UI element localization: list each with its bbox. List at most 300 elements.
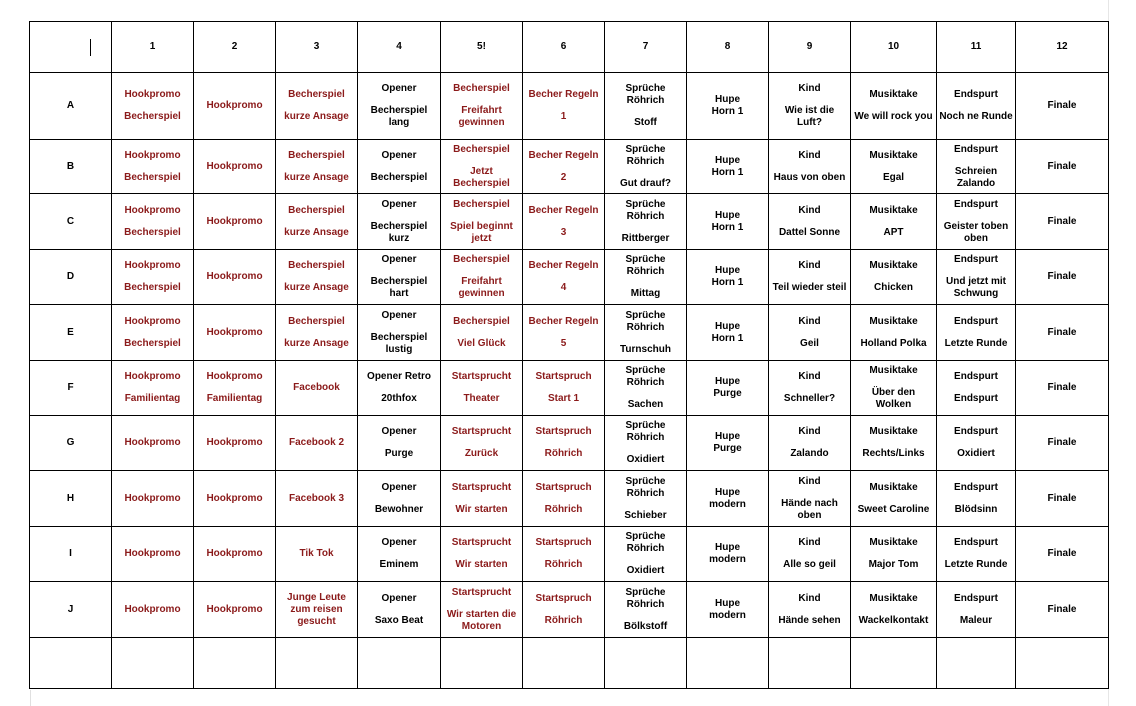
cell-spacer bbox=[525, 101, 602, 111]
table-cell[interactable] bbox=[605, 527, 687, 582]
table-cell[interactable] bbox=[112, 471, 194, 527]
table-cell[interactable] bbox=[1016, 527, 1109, 582]
cell-detail: Oxidiert bbox=[626, 565, 665, 576]
cell-title: Endspurt bbox=[954, 143, 998, 155]
table-cell[interactable] bbox=[937, 194, 1016, 250]
table-cell[interactable] bbox=[523, 361, 605, 416]
cell-detail: 20thfox bbox=[381, 393, 417, 404]
cell-spacer bbox=[360, 383, 438, 393]
table-cell[interactable] bbox=[112, 527, 194, 582]
cell-spacer bbox=[607, 444, 684, 454]
column-header-1[interactable]: 1 bbox=[112, 22, 194, 73]
cell-text: Hupe Horn 1 bbox=[711, 320, 744, 344]
table-cell[interactable] bbox=[937, 305, 1016, 361]
cell-title: Endspurt bbox=[954, 537, 998, 548]
table-cell[interactable] bbox=[937, 250, 1016, 305]
table-cell[interactable] bbox=[523, 194, 605, 250]
cell-title: Musiktake bbox=[869, 537, 918, 548]
cell-detail: Viel Glück bbox=[457, 337, 506, 349]
cell-detail: Becherspiel bbox=[124, 226, 181, 238]
table-cell[interactable] bbox=[441, 73, 523, 140]
table-cell[interactable] bbox=[194, 582, 276, 638]
cell-spacer bbox=[771, 162, 848, 172]
cell-title: Becher Regeln bbox=[528, 149, 599, 161]
cell-spacer bbox=[607, 168, 684, 178]
column-header-3[interactable]: 3 bbox=[276, 22, 358, 73]
table-cell[interactable] bbox=[769, 250, 851, 305]
cell-text: Hupe modern bbox=[709, 542, 746, 565]
cell-spacer bbox=[525, 549, 602, 559]
table-cell[interactable] bbox=[851, 194, 937, 250]
table-cell[interactable] bbox=[441, 194, 523, 250]
table-cell[interactable] bbox=[687, 305, 769, 361]
cell-title: Endspurt bbox=[954, 481, 998, 493]
column-header-7[interactable]: 7 bbox=[605, 22, 687, 73]
table-cell[interactable] bbox=[769, 305, 851, 361]
table-cell[interactable] bbox=[441, 471, 523, 527]
cell-title: Hookpromo bbox=[124, 371, 181, 382]
table-cell[interactable] bbox=[112, 361, 194, 416]
table-cell[interactable] bbox=[769, 527, 851, 582]
cell-text: Hupe modern bbox=[709, 486, 746, 510]
row-header-e[interactable]: E bbox=[30, 305, 112, 361]
cell-detail: Becherspiel bbox=[370, 171, 428, 183]
cell-detail: Rechts/Links bbox=[862, 448, 925, 459]
table-cell[interactable] bbox=[851, 305, 937, 361]
table-cell[interactable] bbox=[851, 527, 937, 582]
table-cell[interactable] bbox=[1016, 73, 1109, 140]
table-cell[interactable] bbox=[851, 582, 937, 638]
table-cell[interactable] bbox=[276, 527, 358, 582]
cell-detail: Gut drauf? bbox=[619, 177, 672, 189]
cell-spacer bbox=[360, 162, 438, 172]
cell-text: Finale bbox=[1047, 603, 1077, 615]
cell-detail: Becherspiel lang bbox=[370, 105, 428, 128]
table-cell[interactable] bbox=[358, 416, 441, 471]
table-cell[interactable] bbox=[1016, 194, 1109, 250]
table-cell[interactable] bbox=[523, 305, 605, 361]
cell-spacer bbox=[525, 162, 602, 172]
table-cell-empty[interactable] bbox=[358, 638, 441, 689]
cell-spacer bbox=[853, 377, 934, 387]
table-cell[interactable] bbox=[276, 140, 358, 194]
cell-spacer bbox=[360, 605, 438, 615]
table-cell[interactable] bbox=[937, 471, 1016, 527]
cell-title: Sprüche Röhrich bbox=[625, 83, 666, 106]
table-cell[interactable] bbox=[441, 250, 523, 305]
table-cell[interactable] bbox=[441, 416, 523, 471]
column-header-11[interactable]: 11 bbox=[937, 22, 1016, 73]
table-cell-empty[interactable] bbox=[769, 638, 851, 689]
table-cell[interactable] bbox=[358, 194, 441, 250]
cell-detail: Alle so geil bbox=[783, 559, 836, 570]
table-cell-empty[interactable] bbox=[441, 638, 523, 689]
cell-title: Startspruch bbox=[535, 371, 592, 382]
row-header-a[interactable]: A bbox=[30, 73, 112, 140]
table-cell-empty[interactable] bbox=[1016, 638, 1109, 689]
table-cell-empty[interactable] bbox=[276, 638, 358, 689]
table-cell[interactable] bbox=[937, 73, 1016, 140]
cell-text: Finale bbox=[1047, 437, 1077, 448]
schedule-table bbox=[29, 21, 1109, 689]
table-cell[interactable] bbox=[523, 582, 605, 638]
table-cell[interactable] bbox=[358, 73, 441, 140]
table-cell[interactable] bbox=[769, 582, 851, 638]
table-cell[interactable] bbox=[276, 361, 358, 416]
cell-title: Becherspiel bbox=[288, 204, 345, 216]
column-header-12[interactable]: 12 bbox=[1016, 22, 1109, 73]
column-header-9[interactable]: 9 bbox=[769, 22, 851, 73]
cell-detail: Becherspiel hart bbox=[370, 276, 428, 299]
cell-title: Becher Regeln bbox=[528, 89, 599, 100]
table-cell[interactable] bbox=[112, 250, 194, 305]
cell-spacer bbox=[525, 494, 602, 504]
cell-spacer bbox=[443, 383, 520, 393]
table-cell[interactable] bbox=[851, 140, 937, 194]
cell-title: Kind bbox=[798, 149, 821, 161]
cell-detail: Wackelkontakt bbox=[858, 614, 929, 626]
cell-spacer bbox=[196, 383, 273, 393]
table-cell[interactable] bbox=[523, 527, 605, 582]
table-cell[interactable] bbox=[1016, 582, 1109, 638]
cell-detail: Theater bbox=[463, 393, 500, 404]
row-header-f[interactable]: F bbox=[30, 361, 112, 416]
table-cell[interactable] bbox=[605, 73, 687, 140]
table-cell[interactable] bbox=[687, 471, 769, 527]
cell-spacer bbox=[360, 438, 438, 448]
cell-spacer bbox=[278, 162, 355, 172]
table-cell[interactable] bbox=[687, 416, 769, 471]
table-cell[interactable] bbox=[769, 361, 851, 416]
table-cell[interactable] bbox=[769, 194, 851, 250]
cell-text: Tik Tok bbox=[299, 548, 334, 559]
cell-detail: Röhrich bbox=[544, 614, 583, 626]
cell-text: Facebook 2 bbox=[288, 437, 345, 448]
cell-title: Kind bbox=[798, 592, 821, 604]
table-cell[interactable] bbox=[1016, 471, 1109, 527]
column-header-2[interactable]: 2 bbox=[194, 22, 276, 73]
cell-text: Hookpromo bbox=[206, 492, 263, 504]
cell-title: Opener bbox=[381, 426, 417, 437]
cell-text: Hookpromo bbox=[124, 548, 181, 559]
cell-spacer bbox=[607, 107, 684, 117]
cell-text: Hookpromo bbox=[206, 160, 263, 172]
table-cell[interactable] bbox=[605, 140, 687, 194]
cell-text: Hookpromo bbox=[206, 100, 263, 111]
cell-detail: 2 bbox=[560, 171, 567, 183]
cell-title: Musiktake bbox=[869, 426, 918, 437]
table-cell[interactable] bbox=[358, 527, 441, 582]
column-header-5[interactable]: 5! bbox=[441, 22, 523, 73]
cell-spacer bbox=[114, 101, 191, 111]
cell-text: Hookpromo bbox=[124, 603, 181, 615]
cell-text: Hookpromo bbox=[206, 271, 263, 282]
row-header-j[interactable]: J bbox=[30, 582, 112, 638]
cell-title: Endspurt bbox=[954, 89, 998, 100]
cell-spacer bbox=[939, 438, 1013, 448]
cell-spacer bbox=[853, 101, 934, 111]
cell-title: Becherspiel bbox=[288, 149, 345, 161]
cell-spacer bbox=[939, 549, 1013, 559]
table-cell[interactable] bbox=[194, 416, 276, 471]
table-cell[interactable] bbox=[441, 582, 523, 638]
cell-title: Opener bbox=[381, 149, 417, 161]
table-cell[interactable] bbox=[851, 416, 937, 471]
cell-detail: Egal bbox=[882, 171, 905, 183]
cell-detail: Zalando bbox=[790, 448, 829, 459]
cell-detail: Becherspiel bbox=[124, 111, 181, 122]
table-cell-empty[interactable] bbox=[30, 638, 112, 689]
cell-title: Becherspiel bbox=[288, 315, 345, 327]
table-cell-empty[interactable] bbox=[605, 638, 687, 689]
cell-spacer bbox=[771, 605, 848, 615]
text-cursor bbox=[90, 39, 91, 56]
cell-detail: Schieber bbox=[624, 509, 667, 521]
cell-detail: Endspurt bbox=[954, 393, 998, 404]
row-header-h[interactable]: H bbox=[30, 471, 112, 527]
cell-spacer bbox=[443, 328, 520, 338]
cell-text: Hookpromo bbox=[206, 215, 263, 227]
cell-detail: kurze Ansage bbox=[284, 282, 349, 293]
table-cell[interactable] bbox=[851, 361, 937, 416]
cell-title: Startsprucht bbox=[451, 586, 512, 598]
table-cell[interactable] bbox=[276, 471, 358, 527]
cell-detail: Röhrich bbox=[544, 503, 583, 515]
table-cell[interactable] bbox=[851, 73, 937, 140]
table-cell[interactable] bbox=[1016, 416, 1109, 471]
table-cell[interactable] bbox=[276, 250, 358, 305]
table-cell[interactable] bbox=[1016, 250, 1109, 305]
table-cell[interactable] bbox=[769, 416, 851, 471]
cell-detail: Freifahrt gewinnen bbox=[458, 105, 505, 128]
table-cell[interactable] bbox=[358, 582, 441, 638]
cell-spacer bbox=[525, 272, 602, 282]
cell-spacer bbox=[278, 328, 355, 338]
table-cell[interactable] bbox=[605, 582, 687, 638]
cell-title: Becherspiel bbox=[453, 198, 510, 210]
cell-detail: Blödsinn bbox=[954, 503, 998, 515]
table-cell[interactable] bbox=[112, 140, 194, 194]
cell-spacer bbox=[525, 328, 602, 338]
table-cell[interactable] bbox=[937, 140, 1016, 194]
cell-spacer bbox=[278, 272, 355, 282]
cell-title: Opener bbox=[381, 83, 417, 94]
table-cell[interactable] bbox=[276, 416, 358, 471]
table-cell[interactable] bbox=[441, 527, 523, 582]
cell-text: Hupe Horn 1 bbox=[711, 154, 744, 178]
cell-text: Junge Leute zum reisen gesucht bbox=[287, 591, 346, 627]
cell-title: Endspurt bbox=[954, 426, 998, 437]
table-cell[interactable] bbox=[523, 471, 605, 527]
table-cell[interactable] bbox=[112, 73, 194, 140]
table-cell[interactable] bbox=[687, 361, 769, 416]
cell-detail: Hände nach oben bbox=[781, 497, 838, 521]
cell-spacer bbox=[607, 500, 684, 510]
cell-spacer bbox=[114, 217, 191, 227]
table-cell-empty[interactable] bbox=[937, 638, 1016, 689]
table-cell[interactable] bbox=[687, 527, 769, 582]
table-cell[interactable] bbox=[937, 582, 1016, 638]
cell-spacer bbox=[771, 549, 848, 559]
cell-spacer bbox=[939, 605, 1013, 615]
cell-detail: Hände sehen bbox=[778, 614, 841, 626]
cell-title: Startsprucht bbox=[451, 481, 512, 493]
table-cell[interactable] bbox=[276, 305, 358, 361]
table-row-i bbox=[30, 527, 1109, 582]
cell-spacer bbox=[853, 549, 934, 559]
table-cell[interactable] bbox=[687, 73, 769, 140]
cell-spacer bbox=[853, 494, 934, 504]
table-cell[interactable] bbox=[687, 582, 769, 638]
table-cell[interactable] bbox=[687, 140, 769, 194]
cell-spacer bbox=[939, 383, 1013, 393]
table-cell[interactable] bbox=[605, 361, 687, 416]
corner-cell[interactable] bbox=[30, 22, 112, 73]
table-cell[interactable] bbox=[194, 250, 276, 305]
cell-title: Musiktake bbox=[869, 204, 918, 216]
table-cell[interactable] bbox=[1016, 305, 1109, 361]
table-cell[interactable] bbox=[937, 361, 1016, 416]
cell-text: Hookpromo bbox=[124, 437, 181, 448]
cell-detail: Becherspiel kurz bbox=[370, 220, 428, 244]
table-cell[interactable] bbox=[112, 305, 194, 361]
row-header-i[interactable]: I bbox=[30, 527, 112, 582]
table-cell[interactable] bbox=[194, 140, 276, 194]
table-cell[interactable] bbox=[194, 73, 276, 140]
table-cell-empty[interactable] bbox=[687, 638, 769, 689]
table-cell-empty[interactable] bbox=[851, 638, 937, 689]
cell-detail: Letzte Runde bbox=[944, 559, 1008, 570]
table-cell-empty[interactable] bbox=[194, 638, 276, 689]
cell-spacer bbox=[771, 217, 848, 227]
cell-spacer bbox=[278, 217, 355, 227]
table-cell[interactable] bbox=[194, 471, 276, 527]
row-header-d[interactable]: D bbox=[30, 250, 112, 305]
cell-spacer bbox=[771, 383, 848, 393]
table-cell[interactable] bbox=[605, 305, 687, 361]
table-cell[interactable] bbox=[441, 305, 523, 361]
cell-title: Sprüche Röhrich bbox=[625, 475, 666, 499]
table-cell[interactable] bbox=[937, 527, 1016, 582]
table-cell[interactable] bbox=[358, 305, 441, 361]
table-cell[interactable] bbox=[194, 305, 276, 361]
table-cell[interactable] bbox=[1016, 361, 1109, 416]
cell-detail: Becherspiel bbox=[124, 171, 181, 183]
row-header-b[interactable]: B bbox=[30, 140, 112, 194]
table-cell[interactable] bbox=[769, 471, 851, 527]
cell-spacer bbox=[443, 266, 520, 276]
table-cell[interactable] bbox=[605, 416, 687, 471]
cell-spacer bbox=[853, 217, 934, 227]
table-cell[interactable] bbox=[194, 527, 276, 582]
table-cell[interactable] bbox=[687, 194, 769, 250]
table-cell-empty[interactable] bbox=[523, 638, 605, 689]
table-cell[interactable] bbox=[276, 582, 358, 638]
table-row-b bbox=[30, 140, 1109, 194]
cell-detail: Familientag bbox=[124, 393, 181, 404]
table-cell[interactable] bbox=[523, 73, 605, 140]
cell-title: Startspruch bbox=[535, 537, 592, 548]
cell-title: Hookpromo bbox=[124, 204, 181, 216]
cell-title: Kind bbox=[798, 83, 821, 94]
cell-detail: 4 bbox=[560, 282, 567, 293]
cell-detail: Über den Wolken bbox=[871, 387, 916, 410]
cell-title: Musiktake bbox=[869, 592, 918, 604]
table-cell[interactable] bbox=[276, 73, 358, 140]
column-header-10[interactable]: 10 bbox=[851, 22, 937, 73]
table-cell[interactable] bbox=[687, 250, 769, 305]
table-cell[interactable] bbox=[194, 361, 276, 416]
cell-text: Finale bbox=[1047, 492, 1077, 504]
cell-title: Startsprucht bbox=[451, 426, 512, 437]
cell-text: Hookpromo bbox=[206, 603, 263, 615]
table-cell[interactable] bbox=[358, 361, 441, 416]
cell-spacer bbox=[525, 217, 602, 227]
column-header-8[interactable]: 8 bbox=[687, 22, 769, 73]
cell-text: Finale bbox=[1047, 326, 1077, 338]
cell-text: Hookpromo bbox=[206, 437, 263, 448]
cell-title: Musiktake bbox=[869, 149, 918, 161]
table-cell[interactable] bbox=[441, 361, 523, 416]
table-cell[interactable] bbox=[358, 471, 441, 527]
cell-title: Becherspiel bbox=[288, 89, 345, 100]
table-cell[interactable] bbox=[358, 140, 441, 194]
cell-text: Hupe Horn 1 bbox=[711, 265, 744, 288]
table-cell[interactable] bbox=[112, 194, 194, 250]
cell-detail: Wir starten die Motoren bbox=[446, 608, 517, 632]
table-cell[interactable] bbox=[851, 471, 937, 527]
table-cell[interactable] bbox=[523, 416, 605, 471]
table-cell[interactable] bbox=[523, 250, 605, 305]
cell-title: Becherspiel bbox=[453, 143, 510, 155]
table-cell[interactable] bbox=[605, 194, 687, 250]
cell-title: Kind bbox=[798, 426, 821, 437]
table-cell[interactable] bbox=[605, 250, 687, 305]
table-cell[interactable] bbox=[769, 140, 851, 194]
cell-spacer bbox=[443, 95, 520, 105]
table-cell[interactable] bbox=[276, 194, 358, 250]
cell-title: Musiktake bbox=[869, 481, 918, 493]
row-header-g[interactable]: G bbox=[30, 416, 112, 471]
table-cell[interactable] bbox=[769, 73, 851, 140]
cell-text: Hookpromo bbox=[206, 548, 263, 559]
table-cell[interactable] bbox=[358, 250, 441, 305]
table-cell[interactable] bbox=[1016, 140, 1109, 194]
table-cell[interactable] bbox=[523, 140, 605, 194]
cell-spacer bbox=[771, 328, 848, 338]
table-cell-empty[interactable] bbox=[112, 638, 194, 689]
table-cell[interactable] bbox=[937, 416, 1016, 471]
table-cell[interactable] bbox=[112, 416, 194, 471]
table-cell[interactable] bbox=[441, 140, 523, 194]
cell-spacer bbox=[939, 211, 1013, 221]
cell-spacer bbox=[360, 549, 438, 559]
cell-spacer bbox=[114, 383, 191, 393]
table-cell[interactable] bbox=[112, 582, 194, 638]
row-header-c[interactable]: C bbox=[30, 194, 112, 250]
table-cell[interactable] bbox=[605, 471, 687, 527]
cell-title: Startsprucht bbox=[451, 537, 512, 548]
cell-detail: kurze Ansage bbox=[284, 337, 349, 349]
column-header-6[interactable]: 6 bbox=[523, 22, 605, 73]
cell-title: Sprüche Röhrich bbox=[625, 143, 666, 167]
column-header-4[interactable]: 4 bbox=[358, 22, 441, 73]
table-cell[interactable] bbox=[851, 250, 937, 305]
cell-detail: Spiel beginnt jetzt bbox=[450, 220, 513, 244]
cell-title: Becher Regeln bbox=[528, 204, 599, 216]
table-cell[interactable] bbox=[194, 194, 276, 250]
cell-detail: 3 bbox=[560, 226, 567, 238]
